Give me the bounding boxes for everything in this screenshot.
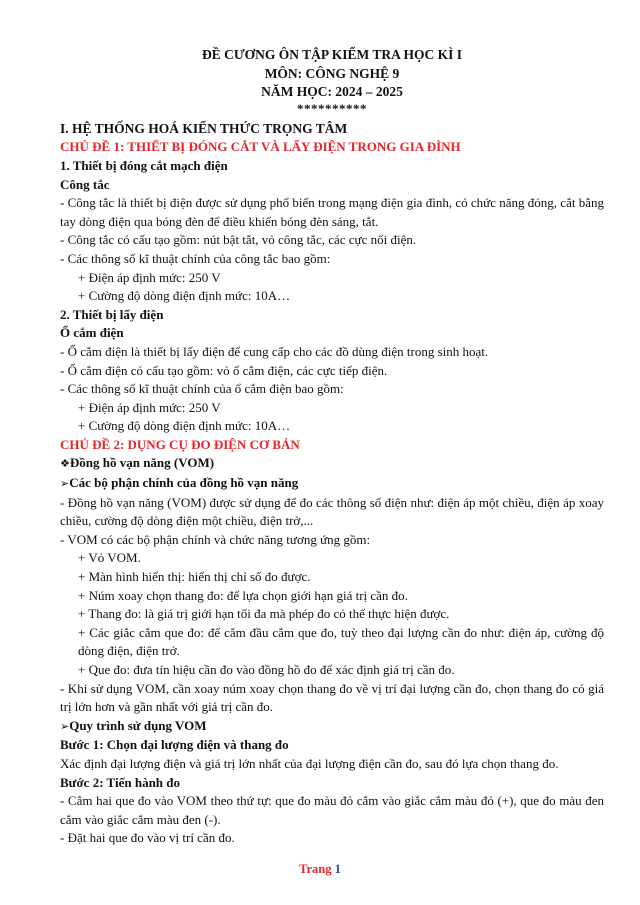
page-number: 1 [334, 862, 341, 876]
socket-paragraph-3: - Các thông số kĩ thuật chính của ổ cắm điện bao gồm: [60, 381, 344, 397]
step2-paragraph-1: - Cắm hai que đo vào VOM theo thứ tự: que đo màu đỏ cắm vào giắc cắm màu đỏ (+), que đo màu đen cắm vào giắc cắm màu đen (-). [60, 793, 604, 827]
title-separator: ********** [297, 100, 367, 116]
socket-spec-current: + Cường độ dòng điện định mức: 10A… [78, 418, 291, 434]
vom-part-1: + Vỏ VOM. [78, 550, 141, 566]
vom-part-6: + Que đo: đưa tín hiệu cần đo vào đồng hồ đo để xác định giá trị cần đo. [78, 662, 455, 677]
switch-paragraph-2: - Công tắc có cấu tạo gồm: nút bật tắt, vỏ công tắc, các cực nối điện. [60, 232, 417, 248]
vom-part-2: + Màn hình hiển thị: hiển thị chỉ số đo được. [78, 569, 311, 585]
step1-text: Xác định đại lượng điện và giá trị lớn nhất của đại lượng điện cần đo, sau đó lựa chọn thang đo. [60, 755, 559, 771]
vom-part-3: + Núm xoay chọn thang đo: để lựa chọn giới hạn giá trị cần đo. [78, 587, 408, 603]
vom-part-4: + Thang đo: là giá trị giới hạn tối đa mà phép đo có thể thực hiện được. [78, 606, 450, 622]
vom-procedure-heading-text: Quy trình sử dụng VOM [69, 717, 207, 733]
page-footer [0, 862, 640, 877]
switch-spec-current: + Cường độ dòng điện định mức: 10A… [78, 288, 291, 304]
switch-paragraph-3: - Các thông số kĩ thuật chính của công tắc bao gồm: [60, 250, 331, 266]
step2-paragraph-2: - Đặt hai que đo vào vị trí cần đo. [60, 830, 235, 846]
diamond-bullet-icon: ❖ [60, 457, 70, 471]
vom-part-5: + Các giắc cắm que đo: để cắm đầu cắm que đo, tuỳ theo đại lượng cần đo như: điện áp, cường độ dòng điện, điện trở. [78, 624, 604, 659]
page-label: Trang [299, 862, 332, 876]
socket-heading: Ổ cắm điện [60, 325, 124, 341]
topic1-sub2-heading: 2. Thiết bị lấy điện [60, 306, 164, 322]
step2-heading: Bước 2: Tiến hành đo [60, 774, 181, 790]
vom-parts-heading-text: Các bộ phận chính của đồng hồ vạn năng [69, 475, 299, 491]
topic2-heading: CHỦ ĐỀ 2: DỤNG CỤ ĐO ĐIỆN CƠ BẢN [60, 436, 300, 452]
doc-title: ĐỀ CƯƠNG ÔN TẬP KIỂM TRA HỌC KÌ I [201, 47, 463, 62]
topic1-heading: CHỦ ĐỀ 1: THIẾT BỊ ĐÓNG CẮT VÀ LẤY ĐIỆN TRONG GIA ĐÌNH [60, 139, 461, 155]
vom-heading-text: Đồng hồ vạn năng (VOM) [69, 455, 215, 471]
vom-paragraph-3: - Khi sử dụng VOM, cần xoay núm xoay chọn thang đo về vị trí đại lượng cần đo, chọn thang đo có giá trị lớn hơn và gần nhất với giá trị cần đo. [60, 680, 604, 715]
switch-heading: Công tắc [60, 176, 110, 192]
socket-paragraph-2: - Ổ cắm điện có cấu tạo gồm: vỏ ổ cắm điện, các cực tiếp điện. [60, 362, 388, 378]
doc-subject: MÔN: CÔNG NGHỆ 9 [264, 65, 400, 81]
socket-paragraph-1: - Ổ cắm điện là thiết bị lấy điện để cung cấp cho các đồ dùng điện trong sinh hoạt. [60, 343, 489, 359]
vom-parts-heading [60, 474, 604, 494]
doc-school-year: NĂM HỌC: 2024 – 2025 [261, 84, 403, 100]
vom-paragraph-1: - Đồng hồ vạn năng (VOM) được sử dụng để đo các thông số điện như: điện áp một chiều, điện áp xoay chiều, cường độ dòng điện một chiều, điện trở,... [60, 494, 604, 529]
vom-heading [60, 454, 604, 474]
switch-spec-voltage: + Điện áp định mức: 250 V [78, 269, 221, 285]
vom-procedure-heading [60, 717, 604, 737]
arrowhead-bullet-icon: ➢ [60, 719, 70, 733]
switch-paragraph-1: - Công tắc là thiết bị điện được sử dụng phổ biến trong mạng điện gia đình, có chức năng đóng, cắt bằng tay dòng điện qua bóng đèn để điều khiển bóng đèn sáng, tắt. [60, 195, 604, 229]
section-heading: I. HỆ THỐNG HOÁ KIẾN THỨC TRỌNG TÂM [60, 120, 348, 136]
socket-spec-voltage: + Điện áp định mức: 250 V [78, 399, 221, 415]
vom-paragraph-2: - VOM có các bộ phận chính và chức năng tương ứng gồm: [60, 531, 371, 547]
topic1-sub1-heading: 1. Thiết bị đóng cắt mạch điện [60, 157, 228, 173]
step1-heading: Bước 1: Chọn đại lượng điện và thang đo [60, 737, 289, 753]
arrowhead-bullet-icon: ➢ [60, 477, 70, 491]
